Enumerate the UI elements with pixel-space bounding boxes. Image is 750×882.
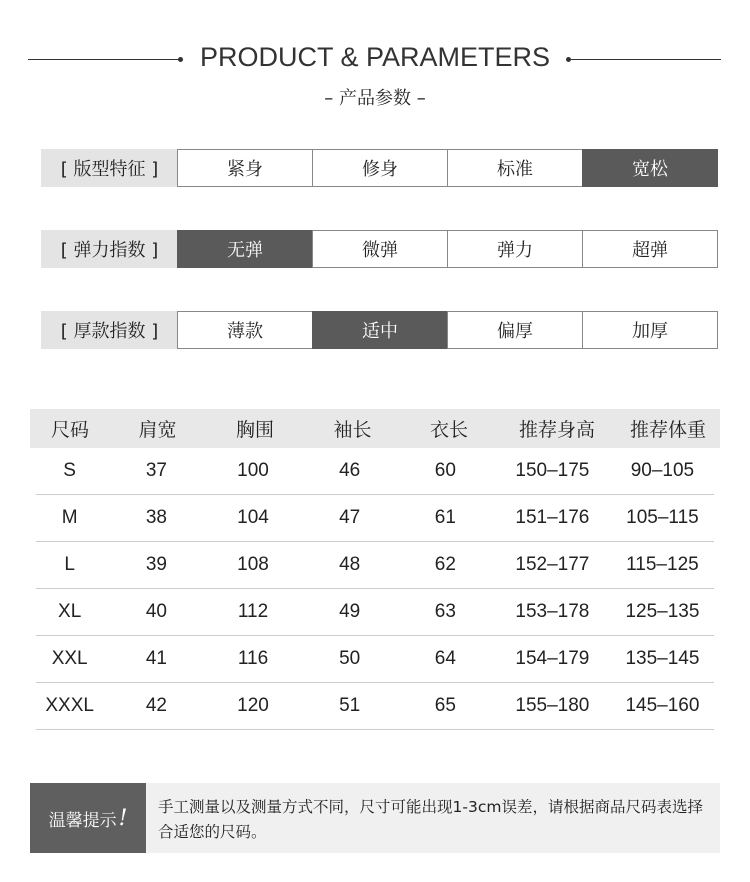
cell-weight: 105–115 xyxy=(626,507,699,528)
table-row xyxy=(36,495,714,542)
cell-shoulder: 42 xyxy=(145,695,167,716)
thickness-option-1: 薄款 xyxy=(177,311,313,349)
cell-height: 152–177 xyxy=(515,554,590,575)
exclamation-icon: ! xyxy=(118,805,128,831)
thickness-option-4: 加厚 xyxy=(582,311,718,349)
cell-weight: 90–105 xyxy=(630,460,695,481)
cell-size: M xyxy=(61,507,78,528)
fit-option-4: 宽松 xyxy=(582,149,718,187)
size-table-header xyxy=(30,409,720,448)
header-height: 推荐身高 xyxy=(518,419,595,441)
cell-length: 63 xyxy=(434,601,456,622)
elasticity-option-4: 超弹 xyxy=(582,230,718,268)
header-weight: 推荐体重 xyxy=(629,419,706,441)
cell-chest: 116 xyxy=(237,648,269,669)
cell-length: 61 xyxy=(434,507,456,528)
elasticity-option-1: 无弹 xyxy=(177,230,313,268)
header-shoulder: 肩宽 xyxy=(138,419,177,441)
page-subtitle: – 产品参数 – xyxy=(324,88,426,109)
table-row xyxy=(36,542,714,589)
elasticity-option-3: 弹力 xyxy=(447,230,583,268)
cell-sleeve: 47 xyxy=(339,507,361,528)
cell-height: 155–180 xyxy=(515,695,590,716)
cell-weight: 145–160 xyxy=(625,695,700,716)
cell-size: XXXL xyxy=(45,695,94,716)
cell-length: 64 xyxy=(434,648,456,669)
cell-size: L xyxy=(64,554,75,575)
cell-weight: 115–125 xyxy=(626,554,699,575)
table-row xyxy=(36,448,714,495)
cell-sleeve: 50 xyxy=(339,648,361,669)
cell-size: XL xyxy=(58,601,82,622)
tip-box xyxy=(30,783,720,853)
cell-shoulder: 40 xyxy=(145,601,167,622)
cell-height: 153–178 xyxy=(515,601,590,622)
fit-option-1: 紧身 xyxy=(177,149,313,187)
cell-weight: 125–135 xyxy=(625,601,700,622)
param-label-thickness: [ 厚款指数 ] xyxy=(41,311,178,349)
page-title: PRODUCT & PARAMETERS xyxy=(199,42,551,72)
param-row-fit xyxy=(41,149,718,187)
cell-size: S xyxy=(63,460,76,481)
param-row-thickness xyxy=(41,311,718,349)
cell-shoulder: 39 xyxy=(145,554,167,575)
tip-label-text: 温馨提示 xyxy=(48,810,117,831)
cell-shoulder: 38 xyxy=(145,507,167,528)
elasticity-option-2: 微弹 xyxy=(312,230,448,268)
header-sleeve: 袖长 xyxy=(333,419,372,441)
header-divider-right xyxy=(571,59,721,60)
param-label-fit: [ 版型特征 ] xyxy=(41,149,178,187)
param-row-elasticity xyxy=(41,230,718,268)
cell-sleeve: 46 xyxy=(339,460,361,481)
cell-chest: 112 xyxy=(237,601,269,622)
cell-chest: 108 xyxy=(237,554,269,575)
table-row xyxy=(36,636,714,683)
cell-height: 150–175 xyxy=(515,460,590,481)
table-row xyxy=(36,683,714,730)
size-table xyxy=(30,409,720,730)
header-chest: 胸围 xyxy=(235,419,274,441)
cell-length: 65 xyxy=(434,695,456,716)
header-size: 尺码 xyxy=(50,419,89,441)
cell-chest: 120 xyxy=(237,695,269,716)
cell-length: 62 xyxy=(434,554,456,575)
cell-shoulder: 37 xyxy=(145,460,167,481)
header-dot-left xyxy=(178,57,183,62)
thickness-option-3: 偏厚 xyxy=(447,311,583,349)
param-label-elasticity: [ 弹力指数 ] xyxy=(41,230,178,268)
cell-shoulder: 41 xyxy=(145,648,167,669)
cell-length: 60 xyxy=(434,460,456,481)
cell-weight: 135–145 xyxy=(625,648,700,669)
cell-size: XXL xyxy=(51,648,88,669)
table-row xyxy=(36,589,714,636)
tip-label xyxy=(30,783,146,853)
cell-chest: 100 xyxy=(237,460,269,481)
cell-chest: 104 xyxy=(237,507,269,528)
cell-height: 151–176 xyxy=(515,507,590,528)
header-length: 衣长 xyxy=(429,419,468,441)
header-divider-left xyxy=(28,59,180,60)
tip-text: 手工测量以及测量方式不同，尺寸可能出现1-3cm误差，请根据商品尺码表选择合适您的尺码。 xyxy=(158,798,703,841)
cell-sleeve: 51 xyxy=(339,695,361,716)
fit-option-2: 修身 xyxy=(312,149,448,187)
thickness-option-2: 适中 xyxy=(312,311,448,349)
cell-height: 154–179 xyxy=(515,648,590,669)
cell-sleeve: 49 xyxy=(339,601,361,622)
fit-option-3: 标准 xyxy=(447,149,583,187)
cell-sleeve: 48 xyxy=(339,554,361,575)
